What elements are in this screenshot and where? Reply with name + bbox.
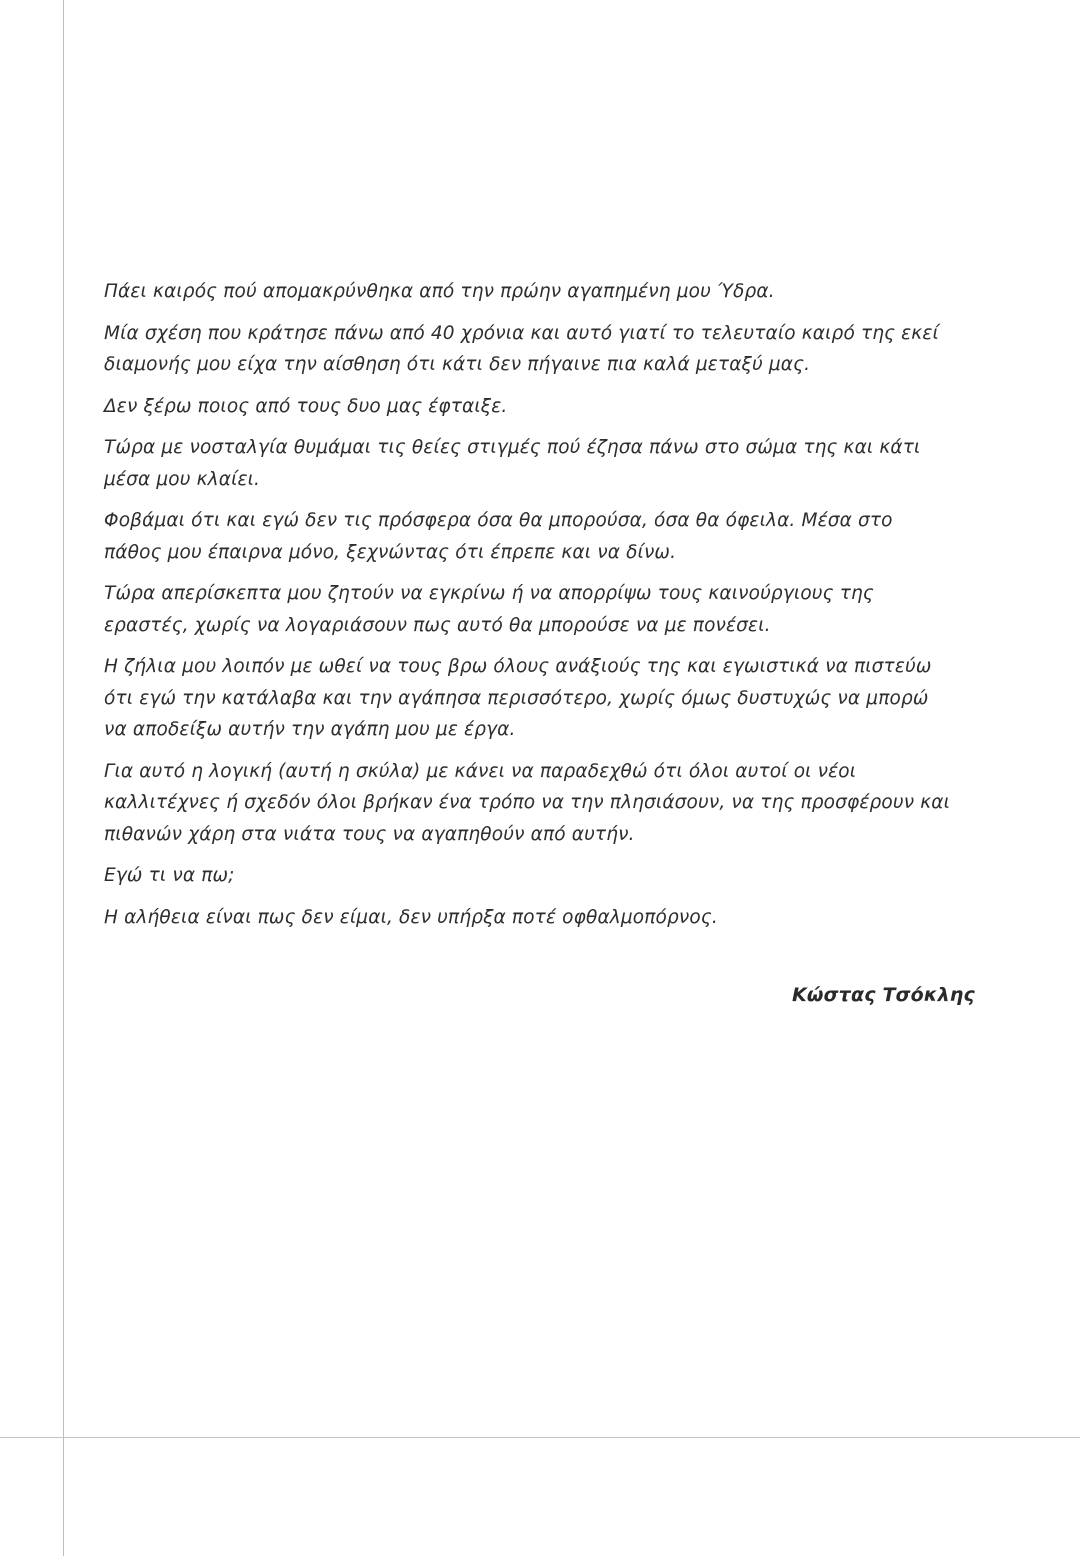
paragraph-7: Η ζήλια μου λοιπόν με ωθεί να τους βρω όλους ανάξιούς της και εγωιστικά να πιστεύω ότι εγώ την κατάλαβα και την αγάπησα περισσότερο, χωρίς όμως δυστυχώς να μπορώ να αποδείξω αυτήν την αγάπη μου με έργα. — [104, 656, 932, 740]
paragraph-2: Μία σχέση που κράτησε πάνω από 40 χρόνια και αυτό γιατί το τελευταίο καιρό της εκεί διαμονής μου είχα την αίσθηση ότι κάτι δεν πήγαινε πια καλά μεταξύ μας. — [104, 322, 939, 375]
letter-body — [104, 276, 954, 943]
paragraph-1: Πάει καιρός πού απομακρύνθηκα από την πρώην αγαπημένη μου Ύδρα. — [104, 281, 775, 302]
paragraph-10: Η αλήθεια είναι πως δεν είμαι, δεν υπήρξα ποτέ οφθαλμοπόρνος. — [104, 906, 718, 928]
paragraph-4: Τώρα με νοσταλγία θυμάμαι τις θείες στιγμές πού έζησα πάνω στο σώμα της και κάτι μέσα μου κλαίει. — [104, 437, 921, 490]
paragraph-6: Τώρα απερίσκεπτα μου ζητούν να εγκρίνω ή να απορρίψω τους καινούργιους της εραστές, χωρίς να λογαριάσουν πως αυτό θα μπορούσε να με πονέσει. — [104, 583, 874, 636]
paragraph-3: Δεν ξέρω ποιος από τους δυο μας έφταιξε. — [104, 395, 508, 417]
page-margin-line — [63, 0, 64, 1556]
page-bottom-line — [0, 1437, 1080, 1438]
author-signature: Κώστας Τσόκλης — [791, 984, 975, 1006]
paragraph-5: Φοβάμαι ότι και εγώ δεν τις πρόσφερα όσα θα μπορούσα, όσα θα όφειλα. Μέσα στο πάθος μου έπαιρνα μόνο, ξεχνώντας ότι έπρεπε και να δίνω. — [104, 510, 893, 563]
paragraph-8: Για αυτό η λογική (αυτή η σκύλα) με κάνει να παραδεχθώ ότι όλοι αυτοί οι νέοι καλλιτέχνες ή σχεδόν όλοι βρήκαν ένα τρόπο να την πλησιάσουν, να της προσφέρουν και πιθανών χάρη στα νιάτα τους να αγαπηθούν από αυτήν. — [104, 760, 951, 845]
paragraph-9: Εγώ τι να πω; — [104, 865, 235, 886]
